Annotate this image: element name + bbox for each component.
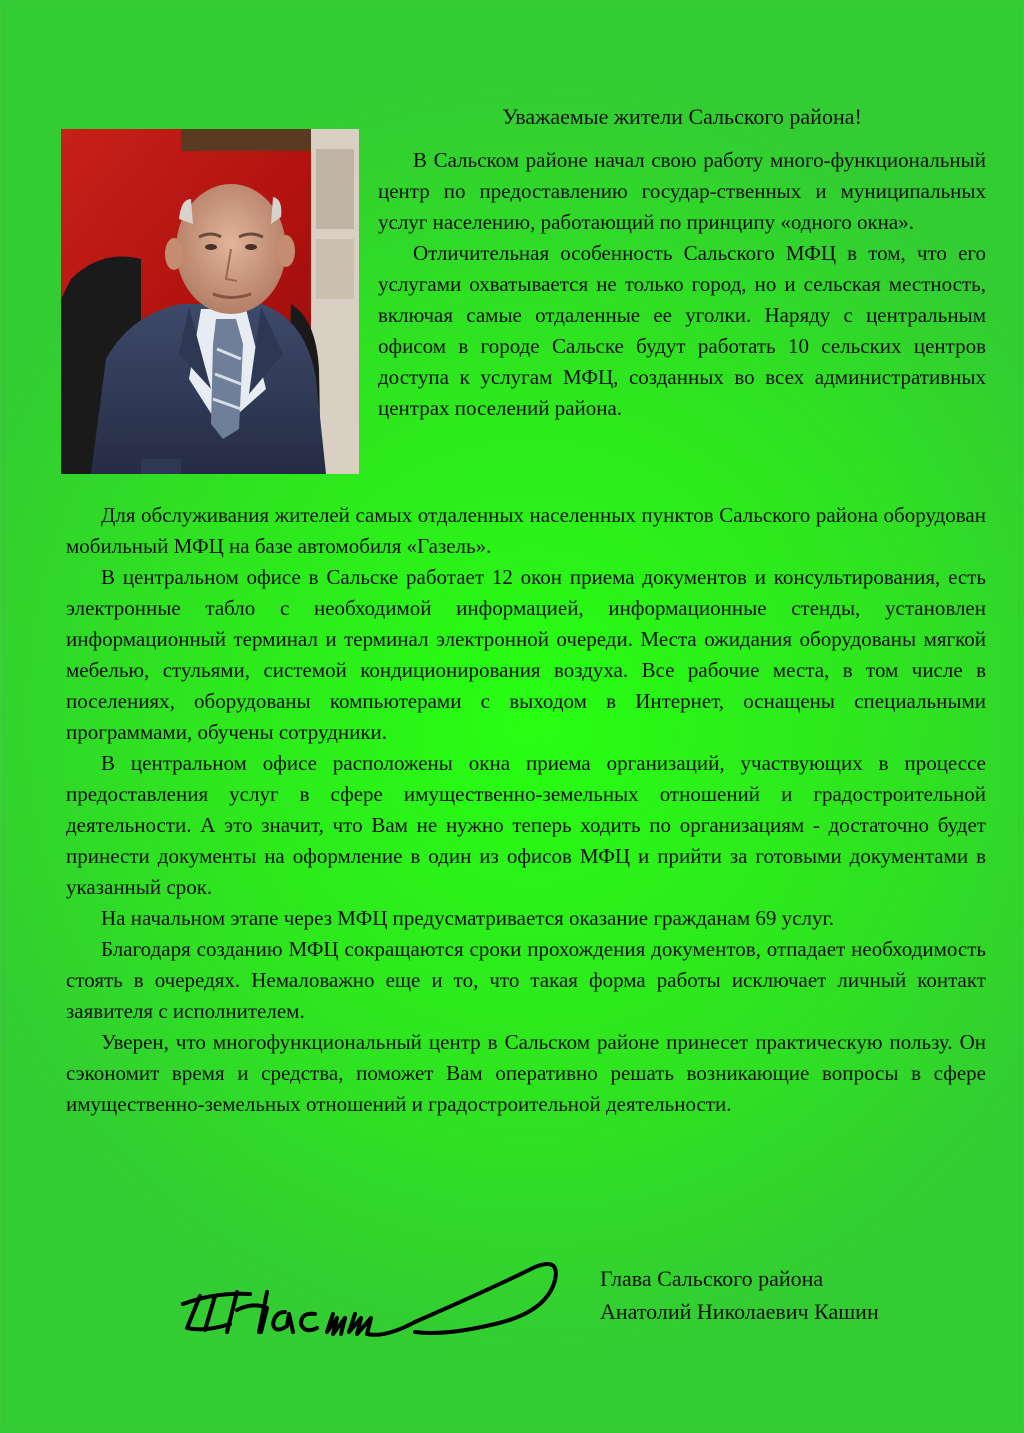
paragraph: В центральном офисе расположены окна приема организаций, участвующих в процессе предоставления услуг в сфере имущественно-земельных отношений и градостроительной деятельности. А это значит, что Вам не нужно теперь ходить по организациям - достаточно будет принести документы на оформление в один из офисов МФЦ и прийти за готовыми документами в указанный срок. [66,751,986,899]
portrait-photo [61,129,359,474]
paragraph: Отличительная особенность Сальского МФЦ в том, что его услугами охватывается не только город, но и сельская местность, включая самые отдаленные ее уголки. Наряду с центральным офисом в городе Сальске будут работать 10 сельских центров доступа к услугам МФЦ, созданных во всех административных центрах поселений района. [378,241,986,420]
intro-text-column [378,145,986,424]
signatory-title: Глава Сальского района [600,1266,824,1291]
paragraph: В центральном офисе в Сальске работает 12 окон приема документов и консультирования, есть электронные табло с необходимой информацией, информационные стенды, установлен информационный терминал и терминал электронной очереди. Места ожидания оборудованы мягкой мебелью, стульями, системой кондиционирования воздуха. Все рабочие места, в том числе в поселениях, оборудованы компьютерами с выходом в Интернет, оснащены специальными программами, обучены сотрудники. [66,565,986,744]
greeting-heading: Уважаемые жители Сальского района! [502,104,862,129]
paragraph: Благодаря созданию МФЦ сокращаются сроки прохождения документов, отпадает необходимость стоять в очередях. Немаловажно еще и то, что такая форма работы исключает личный контакт заявителя с исполнителем. [66,937,986,1023]
signatory-block [600,1262,879,1328]
paragraph: Для обслуживания жителей самых отдаленных населенных пунктов Сальского района оборудован мобильный МФЦ на базе автомобиля «Газель». [66,503,986,558]
signatory-name: Анатолий Николаевич Кашин [600,1299,879,1324]
paragraph: На начальном этапе через МФЦ предусматривается оказание гражданам 69 услуг. [101,906,834,930]
body-text-column [66,500,986,1120]
paragraph: Уверен, что многофункциональный центр в Сальском районе принесет практическую пользу. Он сэкономит время и средства, поможет Вам оперативно решать возникающие вопросы в сфере имущественно-земельных отношений и градостроительной деятельности. [66,1030,986,1116]
paragraph: В Сальском районе начал свою работу много-функциональный центр по предоставлению государ-ственных и муниципальных услуг населению, работающий по принципу «одного окна». [378,148,986,234]
handwritten-signature [175,1252,565,1352]
